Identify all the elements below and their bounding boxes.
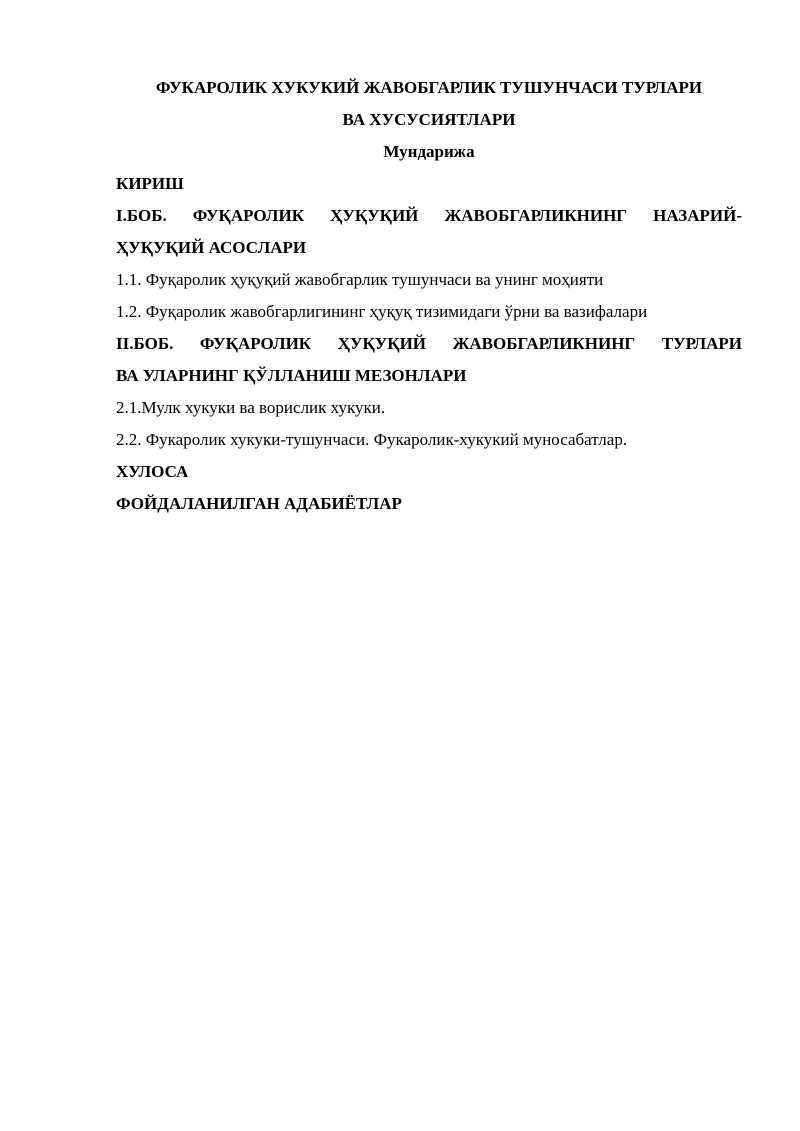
- toc-chapter-1: [116, 200, 742, 264]
- toc-references: ФОЙДАЛАНИЛГАН АДАБИЁТЛАР: [116, 494, 402, 513]
- document-title: [116, 72, 742, 136]
- contents-heading: Мундарижа: [383, 142, 475, 161]
- document-title-line-1: ФУКАРОЛИК ХУКУКИЙ ЖАВОБГАРЛИК ТУШУНЧАСИ ТУРЛАРИ: [155, 78, 703, 97]
- toc-chapter-1-line-1: I.БОБ. ФУҚАРОЛИК ҲУҚУҚИЙ ЖАВОБГАРЛИКНИНГ НАЗАРИЙ-: [116, 206, 742, 225]
- toc-chapter-2: [116, 328, 742, 392]
- document-title-line-2: ВА ХУСУСИЯТЛАРИ: [342, 110, 516, 129]
- document-page: [116, 72, 742, 520]
- toc-chapter-2-line-1: II.БОБ. ФУҚАРОЛИК ҲУҚУҚИЙ ЖАВОБГАРЛИКНИНГ ТУРЛАРИ: [116, 334, 742, 353]
- table-of-contents: [116, 168, 742, 520]
- toc-intro: КИРИШ: [116, 174, 184, 193]
- toc-conclusion: ХУЛОСА: [116, 462, 189, 481]
- toc-section-1-1: 1.1. Фуқаролик ҳуқуқий жавобгарлик тушунчаси ва унинг моҳияти: [116, 270, 604, 289]
- toc-chapter-1-line-2: ҲУҚУҚИЙ АСОСЛАРИ: [116, 238, 307, 257]
- toc-section-1-2: 1.2. Фуқаролик жавобгарлигининг ҳуқуқ тизимидаги ўрни ва вазифалари: [116, 302, 648, 321]
- toc-section-2-2: 2.2. Фукаролик хукуки-тушунчаси. Фукаролик-хукукий муносабатлар.: [116, 430, 628, 449]
- toc-chapter-2-line-2: ВА УЛАРНИНГ ҚЎЛЛАНИШ МЕЗОНЛАРИ: [116, 366, 467, 385]
- toc-section-2-1: 2.1.Мулк хукуки ва ворислик хукуки.: [116, 398, 386, 417]
